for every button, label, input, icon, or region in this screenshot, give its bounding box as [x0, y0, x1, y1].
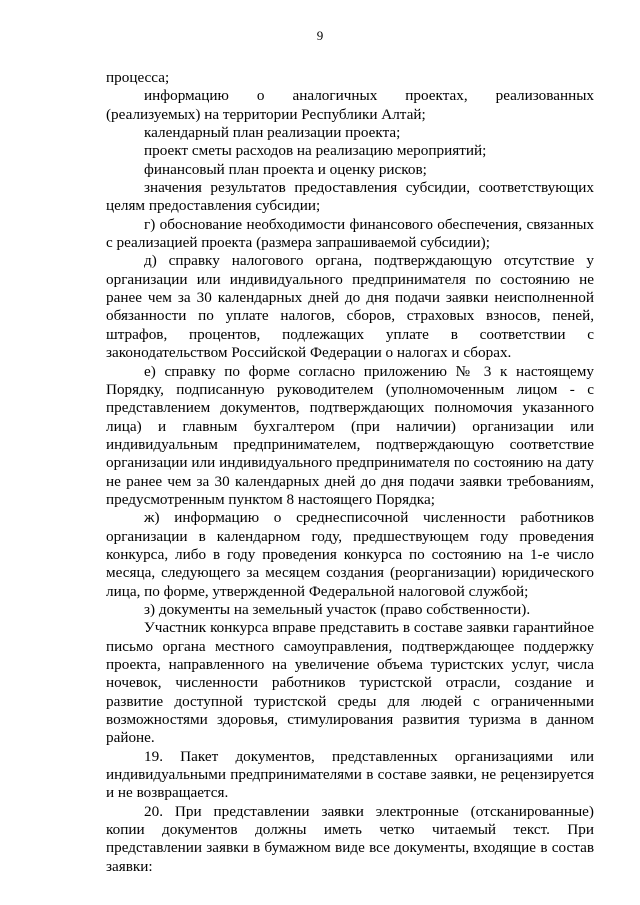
paragraph-6: г) обоснование необходимости финансового обеспечения, связанных с реализацией проекта (размера запрашиваемой субсидии);: [106, 215, 594, 252]
document-body: [106, 69, 594, 876]
paragraph-2: календарный план реализации проекта;: [144, 124, 401, 142]
paragraph-12: 19. Пакет документов, представленных организациями или индивидуальными предпринимателями в составе заявки, не рецензируется и не возвращается.: [106, 747, 594, 802]
paragraph-13: 20. При представлении заявки электронные (отсканированные) копии документов должны иметь четко читаемый текст. При представлении заявки в бумажном виде все документы, входящие в состав заявки:: [106, 802, 594, 875]
paragraph-9: ж) информацию о среднесписочной численности работников организации в календарном году, предшествующем году проведения конкурса, либо в году проведения конкурса по состоянию на 1-е число месяца, следующего за месяцем создания (реорганизации) юридического лица, по форме, утвержденной Федеральной налоговой службой;: [106, 509, 594, 600]
paragraph-11: Участник конкурса вправе представить в составе заявки гарантийное письмо органа местного самоуправления, подтверждающее поддержку проекта, направленного на увеличение объема туристских услуг, числа ночевок, численности работников туристской отрасли, создание и развитие доступной туристской среды для людей с ограниченными возможностями здоровья, стимулирования развития туризма в данном районе.: [106, 619, 594, 747]
paragraph-3: проект сметы расходов на реализацию мероприятий;: [144, 142, 487, 160]
paragraph-8: е) справку по форме согласно приложению № 3 к настоящему Порядку, подписанную руководителем (уполномоченным лицом - с представлением документов, подтверждающих полномочия указанного лица) и главным бухгалтером (при наличии) организации или индивидуальным предпринимателем, подтверждающую соответствие организации или индивидуального предпринимателя по состоянию на дату не ранее чем за 30 календарных дней до дня подачи заявки требованиям, предусмотренным пунктом 8 настоящего Порядка;: [106, 362, 594, 508]
paragraph-4: финансовый план проекта и оценку рисков;: [144, 160, 427, 178]
paragraph-1: информацию о аналогичных проектах, реализованных (реализуемых) на территории Республики Алтай;: [106, 87, 594, 123]
paragraph-10: з) документы на земельный участок (право собственности).: [144, 600, 531, 618]
page-number: 9: [316, 28, 324, 43]
paragraph-7: д) справку налогового органа, подтверждающую отсутствие у организации или индивидуального предпринимателя по состоянию не ранее чем за 30 календарных дней до дня подачи заявки неисполненной обязанности по уплате налогов, сборов, страховых взносов, пеней, штрафов, процентов, подлежащих уплате в соответствии с законодательством Российской Федерации о налогах и сборах.: [106, 252, 594, 362]
paragraph-5: значения результатов предоставления субсидии, соответствующих целям предоставления субсидии;: [106, 179, 594, 215]
paragraph-0: процесса;: [106, 69, 170, 86]
